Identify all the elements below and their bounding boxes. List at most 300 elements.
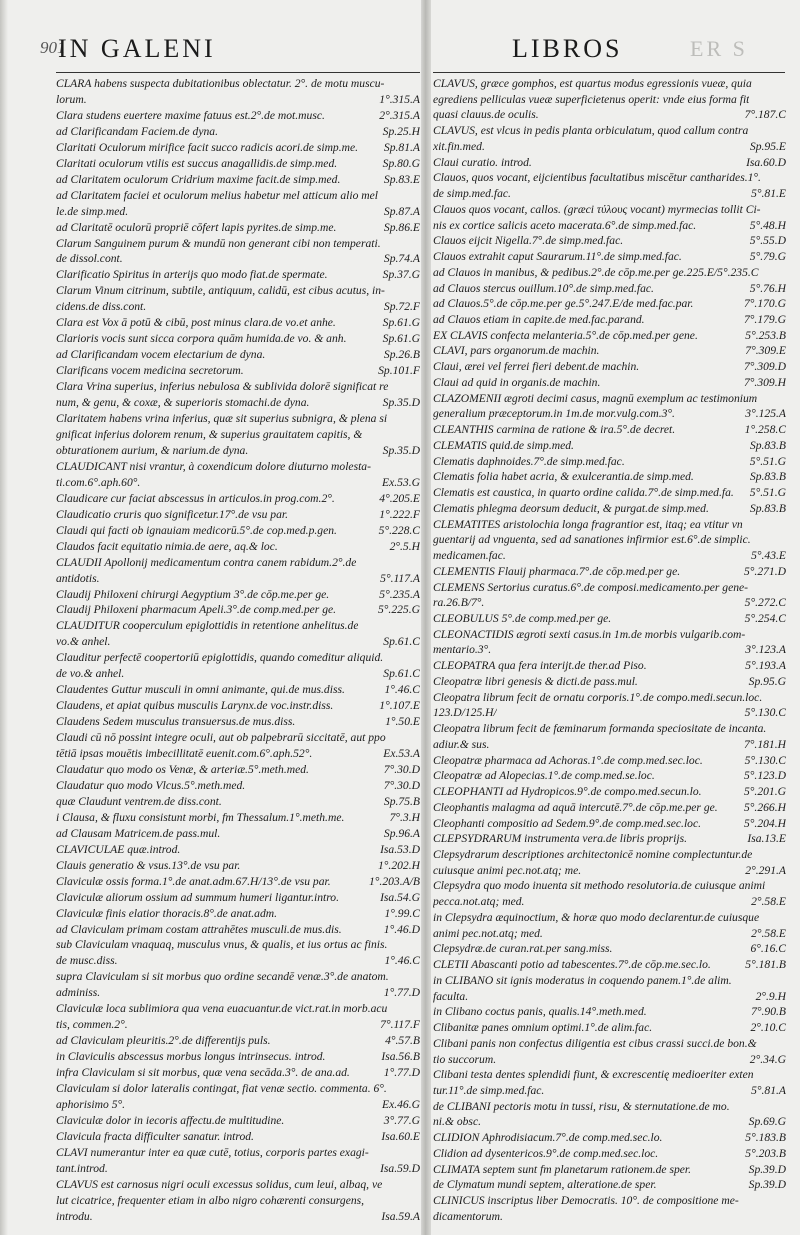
entry-text: Claui, ærei vel ferrei fieri debent.de machin. — [433, 360, 640, 374]
index-entry — [56, 76, 420, 92]
index-entry — [56, 730, 420, 746]
index-entry — [56, 395, 420, 411]
entry-text: ad Claviculam primam costam attrahētes musculi.de mus.dis. — [56, 922, 342, 936]
entry-text: Claui curatio. introd. — [433, 155, 532, 169]
entry-text: Clarum Sanguinem purum & mundū non generant cibi non temperati. — [56, 236, 381, 250]
index-entry — [433, 705, 786, 721]
entry-reference: Sp.83.B — [749, 501, 786, 515]
entry-reference: 2°.5.H — [389, 539, 420, 553]
entry-reference: 5°.272.C — [744, 596, 786, 610]
entry-reference: Sp.61.G — [382, 316, 420, 330]
entry-reference: Sp.35.D — [382, 396, 420, 410]
entry-text: Cleopatra librum fecit de ornatu corporis.1°.de compo.medi.secun.loc. — [433, 690, 763, 704]
index-entry — [56, 108, 420, 124]
entry-reference: 5°.235.A — [379, 587, 420, 601]
entry-text: Clibani panis non confectus diligentia est cibus crassi succi.de bon.& — [433, 1036, 757, 1050]
entry-reference: 4°.205.E — [379, 491, 420, 505]
entry-text: Claudatur quo modo os Venæ, & arteriæ.5°.meth.med. — [56, 762, 309, 776]
index-entry — [56, 507, 420, 523]
index-entry — [433, 1004, 786, 1020]
index-entry — [56, 842, 420, 858]
index-entry — [56, 331, 420, 347]
entry-text: Claui ad quid in organis.de machin. — [433, 375, 601, 389]
index-entry — [433, 233, 786, 249]
entry-reference: 1°.203.A/B — [368, 874, 420, 888]
entry-text: Clidion ad dysentericos.9°.de comp.med.sec.loc. — [433, 1146, 659, 1160]
entry-reference: Sp.75.B — [383, 794, 420, 808]
index-entry — [56, 1129, 420, 1145]
index-entry — [56, 379, 420, 395]
entry-text: Clauditur perfectē coopertoriū epiglottidis, quando comeditur aliquid. — [56, 651, 384, 665]
index-column-left — [56, 76, 420, 1225]
entry-reference: 2°.58.E — [751, 895, 786, 909]
index-entry — [56, 937, 420, 953]
entry-reference: Sp.61.C — [383, 667, 420, 681]
index-entry — [433, 548, 786, 564]
entry-text: Claritati Oculorum mirifice facit succo radicis acori.de simp.me. — [56, 140, 359, 154]
entry-text: adminiss. — [56, 986, 101, 1000]
entry-text: tur.11°.de simp.med.fac. — [433, 1084, 545, 1097]
entry-text: lorum. — [56, 92, 87, 106]
entry-text: animi pec.not.atq; med. — [433, 926, 543, 940]
entry-reference: 5°.43.E — [751, 549, 786, 563]
entry-reference: Sp.96.A — [383, 826, 420, 840]
entry-text: Clauos, quos vocant, eijcientibus facultatibus miscētur cantharides.1°. — [433, 171, 761, 185]
entry-text: guentarij ad vnguenta, sed ad sanationes infirmior est.6°.de simplic. — [433, 533, 751, 547]
entry-text: dicamentorum. — [433, 1209, 503, 1223]
entry-text: ad Clauos stercus ouillum.10°.de simp.med.fac. — [433, 281, 654, 295]
index-entry — [56, 140, 420, 156]
page-edge-shadow — [0, 0, 8, 1235]
entry-text: Clarificans vocem medicina secretorum. — [56, 364, 244, 378]
entry-reference: 1°.315.A — [379, 92, 420, 106]
index-entry — [433, 800, 786, 816]
index-entry — [56, 666, 420, 682]
entry-text: ra.26.B/7°. — [433, 596, 485, 610]
index-entry — [433, 186, 786, 202]
index-entry — [433, 878, 786, 894]
entry-reference: 5°.51.G — [749, 454, 786, 468]
entry-reference: 3°.125.A — [745, 407, 786, 421]
entry-text: Clepsydrarum descriptiones architectonicē nomine complectuntur.de — [433, 847, 753, 861]
index-entry — [433, 580, 786, 596]
page-number: 901 — [40, 38, 66, 57]
entry-text: ti.com.6°.aph.60°. — [56, 475, 141, 489]
index-entry — [56, 618, 420, 634]
index-entry — [433, 847, 786, 863]
entry-text: tētiā ipsas mouētis imbecillitatē euenit.com.6°.aph.52°. — [56, 747, 313, 761]
entry-reference: 5°.81.E — [751, 187, 786, 201]
entry-text: ad Clarificandam vocem electarium de dyna. — [56, 348, 266, 362]
entry-reference: 5°.130.C — [744, 706, 786, 720]
entry-reference: Ex.53.A — [383, 747, 420, 761]
entry-text: Cleopatræ libri genesis & dicti.de pass.mul. — [433, 674, 638, 688]
index-entry — [56, 969, 420, 985]
index-entry — [56, 1177, 420, 1193]
entry-text: i Clausa, & fluxu consistunt morbi, fm Thessalum.1°.meth.me. — [56, 810, 345, 824]
index-entry — [56, 1081, 420, 1097]
entry-text: Claviculæ loca sublimiora qua vena euacuantur.de vict.rat.in morb.acu — [56, 1002, 388, 1016]
entry-text: CLETII Abascanti potio ad tabescentes.7°.de cōp.me.sec.lo. — [433, 958, 711, 972]
entry-reference: 5°.183.B — [745, 1131, 786, 1145]
entry-reference: Sp.39.D — [748, 1162, 786, 1176]
entry-text: ni.& obsc. — [433, 1115, 481, 1129]
entry-reference: 5°.123.D — [744, 769, 786, 783]
entry-reference: 7°.309.H — [744, 375, 786, 389]
index-entry — [56, 347, 420, 363]
entry-text: ad Clauos in manibus, & pedibus.2°.de cōp.me.per ge.225.E/5°.235.C — [433, 265, 759, 279]
entry-text: nis ex cortice salicis aceto macerata.6°.de simp.med.fac. — [433, 218, 697, 232]
index-entry — [56, 491, 420, 507]
entry-reference: 5°.181.B — [745, 958, 786, 972]
entry-reference: Isa.60.E — [381, 1129, 420, 1143]
entry-reference: Sp.80.G — [382, 156, 420, 170]
entry-reference: 5°.266.H — [744, 800, 786, 814]
running-head-left: IN GALENI — [58, 34, 216, 63]
index-entry — [56, 1145, 420, 1161]
entry-reference: 5°.193.A — [745, 659, 786, 673]
entry-reference: 7°.179.G — [744, 313, 786, 327]
index-entry — [56, 778, 420, 794]
index-entry — [433, 249, 786, 265]
index-entry — [56, 188, 420, 204]
entry-reference: 5°.225.G — [378, 603, 420, 617]
index-entry — [433, 391, 786, 407]
index-entry — [433, 328, 786, 344]
index-entry — [433, 438, 786, 454]
index-entry — [433, 296, 786, 312]
header-rule-left — [56, 72, 420, 73]
entry-reference: 7°.187.C — [744, 108, 786, 122]
entry-text: quæ Claudunt ventrem.de diss.cont. — [56, 794, 222, 808]
index-entry — [433, 1130, 786, 1146]
entry-text: Cleophanti compositio ad Sedem.9°.de comp.med.sec.loc. — [433, 816, 702, 830]
entry-text: Claudicare cur faciat abscessus in articulos.in prog.com.2°. — [56, 491, 335, 505]
index-entry — [433, 1020, 786, 1036]
index-entry — [433, 627, 786, 643]
entry-text: lut cicatrice, frequenter etiam in albo nigro cohærenti consurgens, — [56, 1193, 365, 1207]
entry-text: Claudentes Guttur musculi in omni animante, qui.de mus.diss. — [56, 683, 345, 697]
entry-text: Clara Vrina superius, inferius nebulosa & sublivida dolorē significat re — [56, 380, 389, 394]
entry-text: Claudij Philoxeni chirurgi Aegyptium 3°.de cōp.me.per ge. — [56, 587, 330, 601]
entry-text: in CLIBANO sit ignis moderatus in coquendo panem.1°.de alim. — [433, 973, 732, 987]
entry-reference: Sp.83.B — [749, 470, 786, 484]
entry-text: Clepsydra quo modo inuenta sit methodo resolutoria.de cuiusque animi — [433, 879, 766, 893]
index-entry — [56, 427, 420, 443]
index-entry — [433, 359, 786, 375]
index-entry — [56, 602, 420, 618]
entry-text: pecca.not.atq; med. — [433, 895, 525, 909]
entry-reference: Sp.25.H — [382, 124, 420, 138]
index-entry — [433, 1209, 786, 1225]
index-entry — [433, 926, 786, 942]
index-entry — [56, 953, 420, 969]
entry-text: Claviculam si dolor lateralis contingat, fiat venæ sectio. commenta. 6°. — [56, 1082, 387, 1096]
index-entry — [433, 1146, 786, 1162]
entry-text: CLAUDITUR cooperculum epiglottidis in retentione anhelitus.de — [56, 619, 359, 633]
entry-text: 123.D/125.H/ — [433, 706, 497, 720]
entry-text: generalium præceptorum.in 1m.de mor.vulg.com.3°. — [433, 407, 675, 421]
entry-reference: Sp.95.E — [749, 139, 786, 153]
index-entry — [56, 363, 420, 379]
index-entry — [56, 92, 420, 108]
index-entry — [56, 443, 420, 459]
entry-text: faculta. — [433, 989, 469, 1003]
index-entry — [433, 375, 786, 391]
entry-text: CLAVUS, est vlcus in pedis planta orbiculatum, quod callum contra — [433, 124, 749, 138]
entry-text: CLAVI numerantur inter ea quæ cutē, totius, corporis partes exagi- — [56, 1145, 369, 1159]
index-entry — [433, 957, 786, 973]
index-entry — [56, 746, 420, 762]
index-entry — [433, 674, 786, 690]
index-entry — [433, 816, 786, 832]
index-entry — [433, 1114, 786, 1130]
index-entry — [433, 1067, 786, 1083]
index-entry — [433, 768, 786, 784]
index-entry — [433, 422, 786, 438]
index-entry — [56, 714, 420, 730]
index-entry — [56, 204, 420, 220]
entry-text: CLAVUS, græce gomphos, est quartus modus egressionis vueæ, quia — [433, 77, 752, 90]
index-entry — [56, 315, 420, 331]
index-column-right — [433, 76, 786, 1225]
entry-text: CLARA habens suspecta dubitationibus oblectatur. 2°. de motu muscu- — [56, 77, 385, 90]
entry-text: Cleopatræ pharmaca ad Achoras.1°.de comp.med.sec.loc. — [433, 753, 703, 767]
running-head-right: LIBROS — [512, 34, 623, 63]
entry-text: CLEPSYDRARUM instrumenta vera.de libris proprijs. — [433, 832, 687, 846]
entry-text: Claudens, et apiat quibus musculis Larynx.de voc.instr.diss. — [56, 699, 334, 713]
entry-reference: 7°.309.E — [745, 344, 786, 358]
index-entry — [56, 1209, 420, 1225]
index-entry — [433, 784, 786, 800]
entry-text: de musc.diss. — [56, 954, 118, 968]
entry-reference: 5°.117.A — [380, 571, 420, 585]
index-entry — [433, 532, 786, 548]
bleed-through-text: ER S — [690, 36, 748, 61]
entry-text: Claudi cū nō possint integre oculi, aut ob palpebrarū siccitatē, aut ppo — [56, 731, 386, 745]
index-entry — [433, 831, 786, 847]
entry-text: CLEANTHIS carmina de ratione & ira.5°.de decret. — [433, 423, 676, 437]
entry-reference: 7°.117.F — [380, 1018, 420, 1032]
header-rule-right — [433, 72, 785, 73]
entry-text: ad Claritatem faciei et oculorum melius habetur mel atticum alio mel — [56, 188, 379, 202]
index-entry — [56, 539, 420, 555]
entry-reference: 4°.57.B — [385, 1034, 420, 1048]
entry-text: de Clymatum mundi septem, alteratione.de sper. — [433, 1178, 657, 1192]
index-entry — [56, 890, 420, 906]
entry-text: obturationem aurium, & narium.de dyna. — [56, 443, 249, 457]
entry-text: Claudatur quo modo Vlcus.5°.meth.med. — [56, 778, 246, 792]
index-entry — [433, 517, 786, 533]
index-entry — [56, 1017, 420, 1033]
index-entry — [56, 682, 420, 698]
index-entry — [433, 564, 786, 580]
index-entry — [56, 1161, 420, 1177]
entry-text: quasi clauus.de oculis. — [433, 108, 539, 122]
entry-text: de dissol.cont. — [56, 252, 123, 266]
entry-text: le.de simp.med. — [56, 204, 129, 218]
index-entry — [433, 989, 786, 1005]
entry-text: CLINICUS inscriptus liber Democratis. 10°. de compositione me- — [433, 1194, 739, 1208]
entry-reference: 7°.170.G — [744, 297, 786, 311]
entry-text: in Clibano coctus panis, qualis.14°.meth.med. — [433, 1005, 647, 1019]
entry-reference: Isa.59.D — [380, 1161, 420, 1175]
index-entry — [433, 202, 786, 218]
entry-text: Claritati oculorum vtilis est succus anagallidis.de simp.med. — [56, 156, 338, 170]
entry-text: de CLIBANI pectoris motu in tussi, risu, & sternutatione.de mo. — [433, 1099, 730, 1113]
entry-text: Clematis folia habet acria, & exulcerantia.de simp.med. — [433, 470, 694, 484]
entry-text: cuiusque animi pec.not.atq; me. — [433, 863, 582, 877]
index-entry — [56, 283, 420, 299]
entry-text: Claudens Sedem musculus transuersus.de mus.diss. — [56, 715, 296, 729]
entry-text: Clarum Vinum citrinum, subtile, antiquum, calidū, est cibus acutus, in- — [56, 284, 385, 298]
column-gutter — [421, 0, 431, 1235]
index-entry — [56, 523, 420, 539]
entry-reference: 6°.16.C — [750, 942, 786, 956]
entry-reference: Sp.95.G — [748, 674, 786, 688]
index-entry — [56, 810, 420, 826]
entry-reference: 7°.3.H — [389, 810, 420, 824]
entry-text: Claviculæ finis elatior thoracis.8°.de anat.adm. — [56, 906, 278, 920]
index-entry — [433, 155, 786, 171]
entry-text: mentario.3°. — [433, 643, 492, 657]
index-entry — [433, 894, 786, 910]
entry-text: Cleopatra librum fecit de fæminarum formanda speciositate de incanta. — [433, 722, 767, 736]
index-entry — [433, 642, 786, 658]
entry-reference: 1°.46.C — [384, 954, 420, 968]
entry-reference: 1°.258.C — [744, 423, 786, 437]
index-entry — [433, 123, 786, 139]
entry-text: Claviculæ aliorum ossium ad summum humeri ligantur.intro. — [56, 890, 339, 904]
entry-reference: Sp.72.F — [383, 300, 420, 314]
index-entry — [433, 501, 786, 517]
entry-text: Cleophantis malagma ad aquā intercutē.7°.de cōp.me.per ge. — [433, 800, 718, 814]
entry-reference: 2°.291.A — [745, 863, 786, 877]
entry-text: egrediens pelliculas vueæ superficietenus operit: vnde eius forma fit — [433, 92, 750, 106]
entry-reference: Sp.69.G — [748, 1115, 786, 1129]
entry-reference: Ex.46.G — [382, 1098, 420, 1111]
index-entry — [433, 1099, 786, 1115]
entry-text: CLEMENS Sertorius curatus.6°.de composi.medicamento.per gene- — [433, 580, 749, 594]
entry-text: ad Claritatem oculorum Cridrium maxime facit.de simp.med. — [56, 172, 341, 186]
entry-reference: 3°.123.A — [745, 643, 786, 657]
index-entry — [56, 172, 420, 188]
index-entry — [56, 794, 420, 810]
index-entry — [433, 1052, 786, 1068]
entry-text: CLEOBULUS 5°.de comp.med.per ge. — [433, 611, 612, 625]
index-entry — [433, 469, 786, 485]
entry-reference: 5°.48.H — [749, 218, 786, 232]
entry-text: in Claviculis abscessus morbus longus intrinsecus. introd. — [56, 1050, 326, 1064]
entry-reference: 5°.81.A — [751, 1084, 786, 1097]
entry-reference: 5°.254.C — [744, 611, 786, 625]
index-entry — [56, 459, 420, 475]
entry-reference: 1°.50.E — [385, 715, 420, 729]
entry-text: de simp.med.fac. — [433, 187, 511, 201]
entry-text: Clauos extrahit caput Saurarum.11°.de simp.med.fac. — [433, 250, 682, 264]
entry-reference: 5°.253.B — [745, 328, 786, 342]
index-entry — [56, 1049, 420, 1065]
entry-reference: 1°.46.C — [384, 683, 420, 697]
entry-reference: Sp.61.C — [383, 635, 420, 649]
entry-text: Clibani testa dentes splendidi fiunt, & excrescentię medioeriter exten — [433, 1068, 754, 1082]
entry-reference: Isa.60.D — [746, 155, 786, 169]
entry-reference: 5°.203.B — [745, 1146, 786, 1160]
entry-reference: 2°.9.H — [755, 989, 786, 1003]
index-entry — [56, 985, 420, 1001]
index-entry — [433, 343, 786, 359]
index-entry — [433, 1193, 786, 1209]
entry-reference: 3°.77.G — [383, 1113, 420, 1127]
entry-text: infra Claviculam si sit morbus, quæ vena secāda.3°. de ana.ad. — [56, 1066, 350, 1080]
index-entry — [433, 139, 786, 155]
entry-text: CLAUDICANT nisi vrantur, à coxendicum dolore diuturno molesta- — [56, 459, 371, 473]
index-entry — [433, 721, 786, 737]
entry-text: Claudij Philoxeni pharmacum Apeli.3°.de comp.med.per ge. — [56, 603, 337, 617]
index-entry — [56, 555, 420, 571]
index-entry — [56, 587, 420, 603]
index-entry — [433, 737, 786, 753]
entry-text: tio succorum. — [433, 1052, 497, 1066]
index-entry — [56, 858, 420, 874]
index-entry — [56, 922, 420, 938]
entry-text: EX CLAVIS confecta melanteria.5°.de cōp.med.per gene. — [433, 328, 698, 342]
entry-text: CLIMATA septem sunt fm planetarum rationem.de sper. — [433, 1162, 692, 1176]
entry-text: supra Claviculam si sit morbus quo ordine secandē venæ.3°.de anatom. — [56, 970, 389, 984]
entry-text: vo.& anhel. — [56, 635, 111, 649]
entry-reference: Sp.86.E — [383, 220, 420, 234]
index-entry — [433, 863, 786, 879]
index-entry — [433, 170, 786, 186]
entry-text: ad Clarificandam Faciem.de dyna. — [56, 124, 218, 138]
entry-text: CLAVUS est carnosus nigri oculi excessus solidus, cum leui, albaq, ve — [56, 1177, 383, 1191]
entry-reference: 5°.271.D — [744, 564, 786, 578]
entry-text: Clauos quos vocant, callos. (græci τύλους vocant) myrmecias tollit Ci- — [433, 202, 761, 216]
index-entry — [433, 690, 786, 706]
entry-text: ad Clausam Matricem.de pass.mul. — [56, 826, 221, 840]
entry-text: CLIDION Aphrodisiacum.7°.de comp.med.sec.lo. — [433, 1131, 663, 1145]
entry-reference: Isa.59.A — [381, 1209, 420, 1223]
entry-reference: Sp.83.B — [749, 438, 786, 452]
entry-text: sub Claviculam vnaquaq, musculus vnus, & qualis, et ius ortus ac finis. — [56, 938, 388, 952]
index-entry — [433, 1083, 786, 1099]
entry-reference: 2°.10.C — [750, 1021, 786, 1035]
index-entry — [56, 251, 420, 267]
entry-text: Clarioris vocis sunt sicca corpora quām humida.de vo. & anh. — [56, 332, 347, 346]
entry-reference: 2°.58.E — [751, 926, 786, 940]
index-entry — [56, 236, 420, 252]
entry-reference: 7°.30.D — [383, 762, 420, 776]
entry-text: Claviculæ dolor in iecoris affectu.de multitudine. — [56, 1113, 285, 1127]
entry-text: Claritatem habens vrina inferius, quæ sit superius subnigra, & plena si — [56, 412, 388, 426]
entry-reference: 7°.30.D — [383, 778, 420, 792]
entry-reference: Sp.74.A — [383, 252, 420, 266]
entry-reference: 5°.204.H — [744, 816, 786, 830]
index-entry — [433, 92, 786, 108]
entry-text: Clara est Vox ā potū & cibū, post minus clara.de vo.et anhe. — [56, 316, 336, 330]
index-entry — [56, 634, 420, 650]
entry-text: CLEMATITES aristolochia longa fragrantior est, itaq; ea vtitur vn — [433, 517, 743, 531]
index-entry — [433, 973, 786, 989]
entry-text: medicamen.fac. — [433, 549, 506, 563]
index-entry — [433, 910, 786, 926]
entry-reference: 7°.90.B — [751, 1005, 786, 1019]
index-entry — [433, 1162, 786, 1178]
entry-text: Claudos facit equitatio nimia.de aere, aq.& loc. — [56, 539, 278, 553]
entry-reference: Isa.53.D — [380, 842, 420, 856]
entry-text: gnificat inferius dolorem renum, & superius grauitatem capitis, & — [56, 427, 363, 441]
index-entry — [56, 411, 420, 427]
